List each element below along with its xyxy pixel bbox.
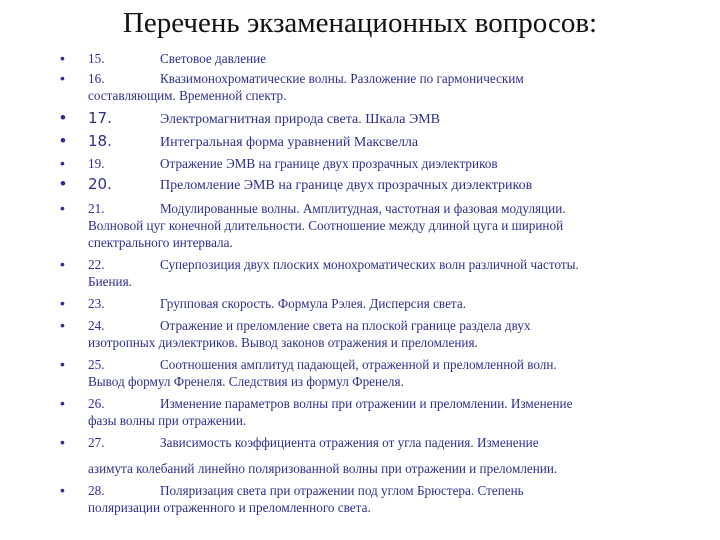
question-text-continued: составляющим. Временной спектр. xyxy=(88,88,287,103)
question-number: 22. xyxy=(88,257,105,272)
question-text: Отражение и преломление света на плоской границе раздела двух xyxy=(160,318,531,333)
question-number: 17. xyxy=(88,109,112,127)
bullet-icon: • xyxy=(60,70,65,86)
question-text: Преломление ЭМВ на границе двух прозрачных диэлектриков xyxy=(160,178,533,193)
question-number: 28. xyxy=(88,483,105,498)
question-text-continued: изотропных диэлектриков. Вывод законов отражения и преломления. xyxy=(88,335,478,350)
list-item xyxy=(60,434,680,477)
list-item xyxy=(60,356,680,390)
slide-title: Перечень экзаменационных вопросов: xyxy=(122,7,598,39)
question-number: 15. xyxy=(88,51,105,66)
question-text: Интегральная форма уравнений Максвелла xyxy=(160,135,419,150)
list-item xyxy=(60,132,680,152)
question-text: Модулированные волны. Амплитудная, частотная и фазовая модуляции. xyxy=(160,201,566,216)
bullet-icon: • xyxy=(60,317,65,333)
bullet-icon: • xyxy=(60,50,65,66)
bullet-icon: • xyxy=(60,200,65,216)
question-text-continued: Волновой цуг конечной длительности. Соотношение между длиной цуга и шириной xyxy=(88,218,564,233)
bullet-icon: • xyxy=(60,256,65,272)
list-item xyxy=(60,256,680,290)
question-text-continued: спектрального интервала. xyxy=(88,235,233,250)
question-text-continued: азимута колебаний линейно поляризованной волны при отражении и преломлении. xyxy=(88,461,558,476)
question-text: Отражение ЭМВ на границе двух прозрачных диэлектриков xyxy=(160,156,498,171)
bullet-icon: • xyxy=(60,434,65,450)
bullet-icon: • xyxy=(60,155,65,171)
bullet-icon: • xyxy=(60,356,65,372)
question-text-continued: поляризации отраженного и преломленного света. xyxy=(88,500,371,515)
list-item xyxy=(60,317,680,351)
list-item xyxy=(60,70,680,104)
question-text: Изменение параметров волны при отражении и преломлении. Изменение xyxy=(160,396,573,411)
bullet-icon: • xyxy=(60,108,66,127)
list-item xyxy=(60,175,680,195)
question-number: 19. xyxy=(88,156,105,171)
question-number: 18. xyxy=(88,132,112,150)
question-number: 24. xyxy=(88,318,105,333)
question-text: Суперпозиция двух плоских монохроматических волн различной частоты. xyxy=(160,257,579,272)
question-number: 23. xyxy=(88,296,105,311)
list-item xyxy=(60,295,680,312)
list-item xyxy=(60,482,680,516)
question-text: Световое давление xyxy=(160,51,267,66)
list-item xyxy=(60,200,680,251)
bullet-icon: • xyxy=(60,131,66,150)
list-item xyxy=(60,395,680,429)
question-number: 20. xyxy=(88,175,112,193)
question-number: 25. xyxy=(88,357,105,372)
list-item xyxy=(60,50,680,67)
question-text-continued: Вывод формул Френеля. Следствия из формул Френеля. xyxy=(88,374,404,389)
question-list xyxy=(60,50,680,521)
list-item xyxy=(60,109,680,129)
question-number: 26. xyxy=(88,396,105,411)
question-text: Соотношения амплитуд падающей, отраженной и преломленной волн. xyxy=(160,357,557,372)
bullet-icon: • xyxy=(60,395,65,411)
question-text: Электромагнитная природа света. Шкала ЭМВ xyxy=(160,112,441,127)
question-number: 21. xyxy=(88,201,105,216)
bullet-icon: • xyxy=(60,482,65,498)
bullet-icon: • xyxy=(60,295,65,311)
question-number: 16. xyxy=(88,71,105,86)
question-text: Зависимость коэффициента отражения от угла падения. Изменение xyxy=(160,435,539,450)
question-text: Квазимонохроматические волны. Разложение по гармоническим xyxy=(160,71,524,86)
question-text-continued: Биения. xyxy=(88,274,132,289)
question-number: 27. xyxy=(88,435,105,450)
bullet-icon: • xyxy=(60,174,66,193)
question-text-continued: фазы волны при отражении. xyxy=(88,413,247,428)
question-text: Поляризация света при отражении под углом Брюстера. Степень xyxy=(160,483,524,498)
list-item xyxy=(60,155,680,172)
question-text: Групповая скорость. Формула Рэлея. Дисперсия света. xyxy=(160,296,466,311)
